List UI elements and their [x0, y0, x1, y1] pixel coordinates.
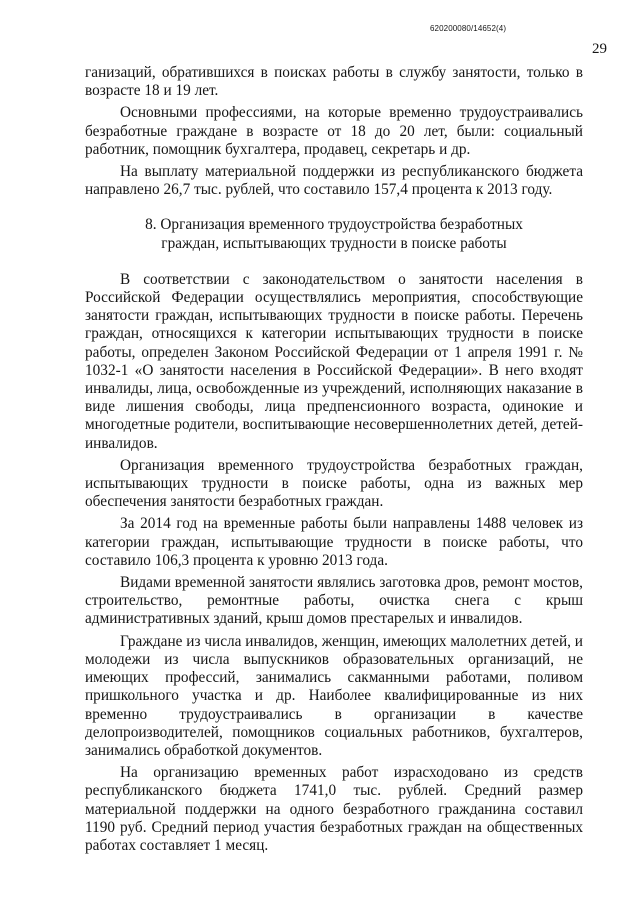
paragraph: Граждане из числа инвалидов, женщин, имеющих малолетних детей, и молодежи из числа выпускников образовательных организаций, не имеющих профессий, занимались сакманными работами, поливом пришкольного участка и др. Наиболее квалифицированные из них временно трудоустраивались в организации в качестве делопроизводителей, помощников социальных работников, бухгалтеров, занимались обработкой документов. [85, 632, 583, 759]
section-heading-line: граждан, испытывающих трудности в поиске работы [161, 234, 507, 252]
paragraph: В соответствии с законодательством о занятости населения в Российской Федерации осуществлялись мероприятия, способствующие занятости граждан, испытывающих трудности в поиске работы. Перечень граждан, относящихся к категории испытывающих трудности в поиске работы, определен Законом Российской Федерации от 1 апреля 1991 г. № 1032-1 «О занятости населения в Российской Федерации». В него входят инвалиды, лица, освобожденные из учреждений, исполняющих наказание в виде лишения свободы, лица предпенсионного возраста, одинокие и многодетные родители, воспитывающие несовершеннолетних детей, детей-инвалидов. [85, 270, 583, 452]
paragraph: Основными профессиями, на которые временно трудоустраивались безработные граждане в возрасте от 18 до 20 лет, были: социальный работник, помощник бухгалтера, продавец, секретарь и др. [85, 104, 583, 158]
paragraph-continuation: ганизаций, обратившихся в поисках работы в службу занятости, только в возрасте 18 и 19 лет. [85, 64, 583, 100]
paragraph: Видами временной занятости являлись заготовка дров, ремонт мостов, строительство, ремонтные работы, очистка снега с крыш административных зданий, крыш домов престарелых и инвалидов. [85, 574, 583, 628]
paragraph: Организация временного трудоустройства безработных граждан, испытывающих трудности в поиске работы, одна из важных мер обеспечения занятости безработных граждан. [85, 456, 583, 511]
paragraph: На выплату материальной поддержки из республиканского бюджета направлено 26,7 тыс. рублей, что составило 157,4 процента к 2013 году. [85, 163, 583, 199]
paragraph: На организацию временных работ израсходовано из средств республиканского бюджета 1741,0 тыс. рублей. Средний размер материальной поддержки на одного безработного гражданина составил 1190 руб. Средний период участия безработных граждан на общественных работах составляет 1 месяц. [85, 764, 583, 854]
document-id: 620200080/14652(4) [430, 24, 507, 33]
page-number: 29 [592, 41, 607, 57]
section-heading-line: 8. Организация временного трудоустройства безработных [145, 216, 523, 234]
section-heading [85, 216, 583, 252]
paragraph: За 2014 год на временные работы были направлены 1488 человек из категории граждан, испытывающие трудности в поиске работы, что составило 106,3 процента к уровню 2013 года. [85, 515, 583, 569]
body-text [85, 64, 583, 859]
